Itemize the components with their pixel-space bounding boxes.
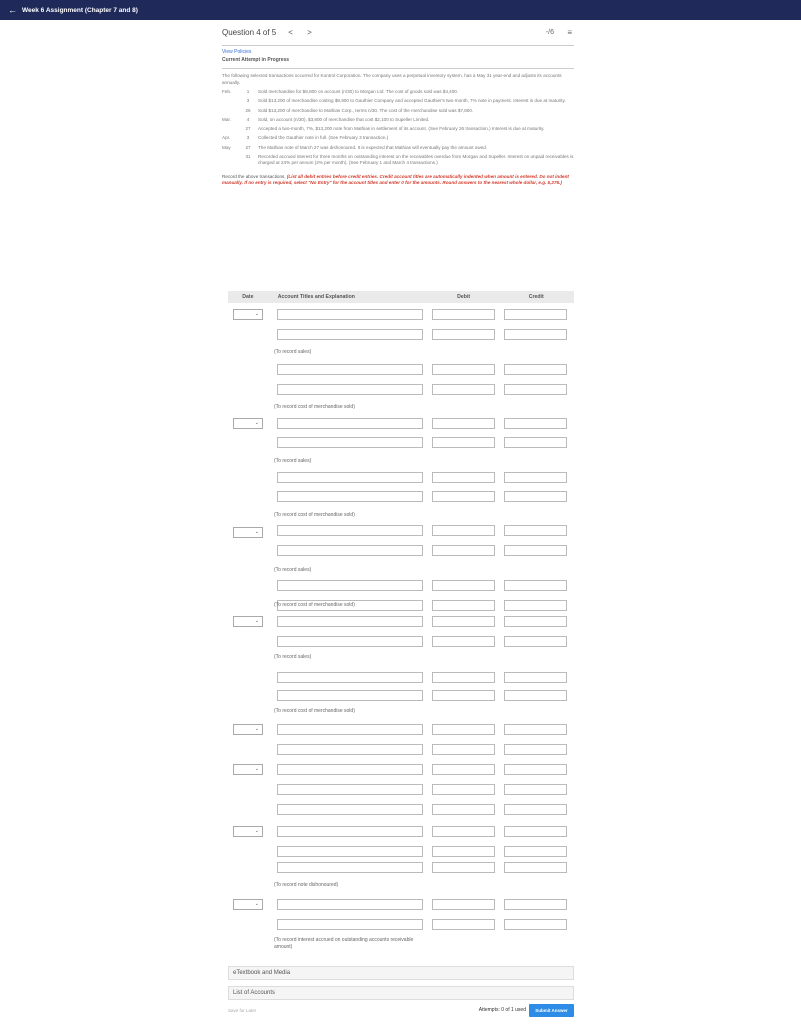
prev-question-button[interactable]: < <box>288 28 293 37</box>
account-title-input[interactable] <box>277 862 423 873</box>
debit-input[interactable] <box>432 919 495 930</box>
col-account: Account Titles and Explanation <box>277 294 355 300</box>
account-title-input[interactable] <box>277 804 423 815</box>
debit-input[interactable] <box>432 672 495 683</box>
debit-input[interactable] <box>432 764 495 775</box>
view-policies-link[interactable]: View Policies <box>222 49 252 55</box>
account-title-input[interactable] <box>277 764 423 775</box>
transaction-day: 4 <box>246 116 250 122</box>
debit-input[interactable] <box>432 784 495 795</box>
transaction-text: Sold merchandise for $8,800 on account (n/30) to Morgan Ltd. The cost of goods sold was $4,400. <box>258 89 459 94</box>
credit-input[interactable] <box>504 724 567 735</box>
attempt-status: Current Attempt in Progress <box>222 57 290 63</box>
footer <box>228 1003 574 1017</box>
account-title-input[interactable] <box>277 672 423 683</box>
transaction-day: 27 <box>245 144 251 150</box>
debit-input[interactable] <box>432 636 495 647</box>
transaction-day: 3 <box>246 135 250 141</box>
save-for-later-button[interactable]: Save for Later <box>228 1007 257 1013</box>
transaction-day: 3 <box>246 98 250 104</box>
instructions-lead: Record the above transactions. <box>222 173 286 179</box>
credit-input[interactable] <box>504 580 567 591</box>
question-label: Question 4 of 5 <box>222 28 277 37</box>
credit-input[interactable] <box>504 744 567 755</box>
credit-input[interactable] <box>504 309 567 320</box>
credit-input[interactable] <box>504 418 567 429</box>
date-select[interactable]: ⌄ <box>233 724 263 735</box>
credit-input[interactable] <box>504 437 567 448</box>
entry-explanation: (To record interest accrued on outstanding accounts receivable amount) <box>274 937 414 950</box>
account-title-input[interactable] <box>277 364 423 375</box>
back-arrow-icon[interactable]: ← <box>8 5 17 15</box>
score-display: -/6 <box>545 29 554 36</box>
transaction-month: Apr. <box>222 135 231 141</box>
credit-input[interactable] <box>504 329 567 340</box>
transaction-text: Sold, on account (n/30), $3,800 of merchandise that cost $2,100 to Supeller Limited. <box>258 116 430 122</box>
debit-input[interactable] <box>432 690 495 701</box>
transaction-text: Sold $13,200 of merchandise to Mathias Corp., terms n/30. The cost of the merchandise sold was $7,800. <box>258 107 474 113</box>
entry-explanation: (To record sales) <box>274 654 312 660</box>
transaction-day: 27 <box>245 126 251 132</box>
entry-explanation: (To record cost of merchandise sold) <box>274 404 355 410</box>
debit-input[interactable] <box>432 580 495 591</box>
entry-explanation: (To record sales) <box>274 349 312 355</box>
transaction-month: May <box>222 144 231 150</box>
account-title-input[interactable] <box>277 826 423 837</box>
debit-input[interactable] <box>432 384 495 395</box>
account-title-input[interactable] <box>277 899 423 910</box>
list-of-accounts-panel[interactable]: List of Accounts <box>228 986 574 1000</box>
account-title-input[interactable] <box>277 580 423 591</box>
col-date: Date <box>242 294 254 300</box>
credit-input[interactable] <box>504 919 567 930</box>
account-title-input[interactable] <box>277 690 423 701</box>
debit-input[interactable] <box>432 600 495 611</box>
credit-input[interactable] <box>504 764 567 775</box>
transaction-text: Accepted a two-month, 7%, $13,200 note from Mathias in settlement of its account. (See February 26 transaction.) Interest is due at maturity. <box>258 126 545 132</box>
entry-explanation: (To record note dishonoured) <box>274 882 339 888</box>
date-select[interactable]: ⌄ <box>233 826 263 837</box>
journal-entries <box>222 0 574 1024</box>
credit-input[interactable] <box>504 600 567 611</box>
credit-input[interactable] <box>504 364 567 375</box>
credit-input[interactable] <box>504 525 567 536</box>
date-select[interactable]: ⌄ <box>233 764 263 775</box>
attempts-counter: Attempts: 0 of 1 used <box>478 1007 526 1013</box>
credit-input[interactable] <box>504 899 567 910</box>
account-title-input[interactable] <box>277 491 423 502</box>
credit-input[interactable] <box>504 846 567 857</box>
debit-input[interactable] <box>432 472 495 483</box>
debit-input[interactable] <box>432 329 495 340</box>
debit-input[interactable] <box>432 491 495 502</box>
col-credit: Credit <box>528 294 544 300</box>
debit-input[interactable] <box>432 826 495 837</box>
debit-input[interactable] <box>432 862 495 873</box>
entry-explanation: (To record cost of merchandise sold) <box>274 708 355 714</box>
instructions-rules: (List all debit entries before credit entries. Credit account titles are automatically indented when amount is entered. Do not indent manually. If no entry is required, select "No Entry" for the account titles and enter 0 for the amounts. Round answers to the nearest whole dollar, e.g. 5,275.) <box>222 173 569 185</box>
account-title-input[interactable] <box>277 309 423 320</box>
transaction-text: Sold $13,200 of merchandise costing $8,900 to Gauthier Company and accepted Gauthier's two-month, 7% note in payment. Interest is due at maturity. <box>258 98 566 104</box>
account-title-input[interactable] <box>277 784 423 795</box>
debit-input[interactable] <box>432 804 495 815</box>
credit-input[interactable] <box>504 472 567 483</box>
account-title-input[interactable] <box>277 525 423 536</box>
date-select[interactable]: ⌄ <box>233 527 263 538</box>
debit-input[interactable] <box>432 545 495 556</box>
account-title-input[interactable] <box>277 724 423 735</box>
date-select[interactable]: ⌄ <box>233 309 263 320</box>
transaction-text: Collected the Gauthier note in full. (See February 3 transaction.) <box>258 135 389 141</box>
credit-input[interactable] <box>504 672 567 683</box>
debit-input[interactable] <box>432 309 495 320</box>
transaction-day: 26 <box>245 107 251 113</box>
transaction-day: 31 <box>245 154 251 160</box>
account-title-input[interactable] <box>277 919 423 930</box>
assignment-title: Week 6 Assignment (Chapter 7 and 8) <box>22 6 138 14</box>
credit-input[interactable] <box>504 804 567 815</box>
account-title-input[interactable] <box>277 437 423 448</box>
account-title-input[interactable] <box>277 472 423 483</box>
debit-input[interactable] <box>432 525 495 536</box>
date-select[interactable]: ⌄ <box>233 418 263 429</box>
account-title-input[interactable] <box>277 744 423 755</box>
debit-input[interactable] <box>432 616 495 627</box>
debit-input[interactable] <box>432 724 495 735</box>
account-title-input[interactable] <box>277 636 423 647</box>
credit-input[interactable] <box>504 545 567 556</box>
debit-input[interactable] <box>432 437 495 448</box>
debit-input[interactable] <box>432 418 495 429</box>
debit-input[interactable] <box>432 364 495 375</box>
credit-input[interactable] <box>504 636 567 647</box>
transaction-month: Mar. <box>222 116 231 122</box>
entry-explanation: (To record cost of merchandise sold) <box>274 602 355 608</box>
col-debit: Debit <box>457 294 471 300</box>
debit-input[interactable] <box>432 846 495 857</box>
bottom-panels <box>228 966 574 1006</box>
transaction-text: The Mathias note of March 27 was dishonoured. It is expected that Mathias will eventually pay the amount owed. <box>258 144 488 150</box>
date-select[interactable]: ⌄ <box>233 616 263 627</box>
account-title-input[interactable] <box>277 616 423 627</box>
credit-input[interactable] <box>504 491 567 502</box>
transaction-text: Recorded accrued interest for three months on outstanding interest on the receivables overdue from Morgan and Supeller. Interest on unpaid receivables is charged at 24% per annum (2% per month). (See February 1 and March 4 transactions.) <box>258 154 574 166</box>
date-select[interactable]: ⌄ <box>233 899 263 910</box>
account-title-input[interactable] <box>277 418 423 429</box>
transaction-day: 1 <box>246 89 250 94</box>
credit-input[interactable] <box>504 784 567 795</box>
credit-input[interactable] <box>504 616 567 627</box>
credit-input[interactable] <box>504 862 567 873</box>
transaction-month: Feb. <box>222 89 232 94</box>
submit-answer-button[interactable]: Submit Answer <box>529 1004 574 1017</box>
entry-explanation: (To record sales) <box>274 458 312 464</box>
debit-input[interactable] <box>432 899 495 910</box>
entry-explanation: (To record sales) <box>274 567 312 573</box>
debit-input[interactable] <box>432 744 495 755</box>
credit-input[interactable] <box>504 384 567 395</box>
account-title-input[interactable] <box>277 846 423 857</box>
question-list-icon[interactable]: ≡ <box>567 28 572 37</box>
etextbook-panel[interactable]: eTextbook and Media <box>228 966 574 980</box>
entry-explanation: (To record cost of merchandise sold) <box>274 512 355 518</box>
account-title-input[interactable] <box>277 545 423 556</box>
account-title-input[interactable] <box>277 384 423 395</box>
account-title-input[interactable] <box>277 329 423 340</box>
next-question-button[interactable]: > <box>307 28 312 37</box>
problem-intro: The following selected transactions occurred for Kontrol Corporation. The company uses a perpetual inventory system, has a May 31 year-end and adjusts its accounts annually. <box>222 68 574 86</box>
credit-input[interactable] <box>504 826 567 837</box>
credit-input[interactable] <box>504 690 567 701</box>
